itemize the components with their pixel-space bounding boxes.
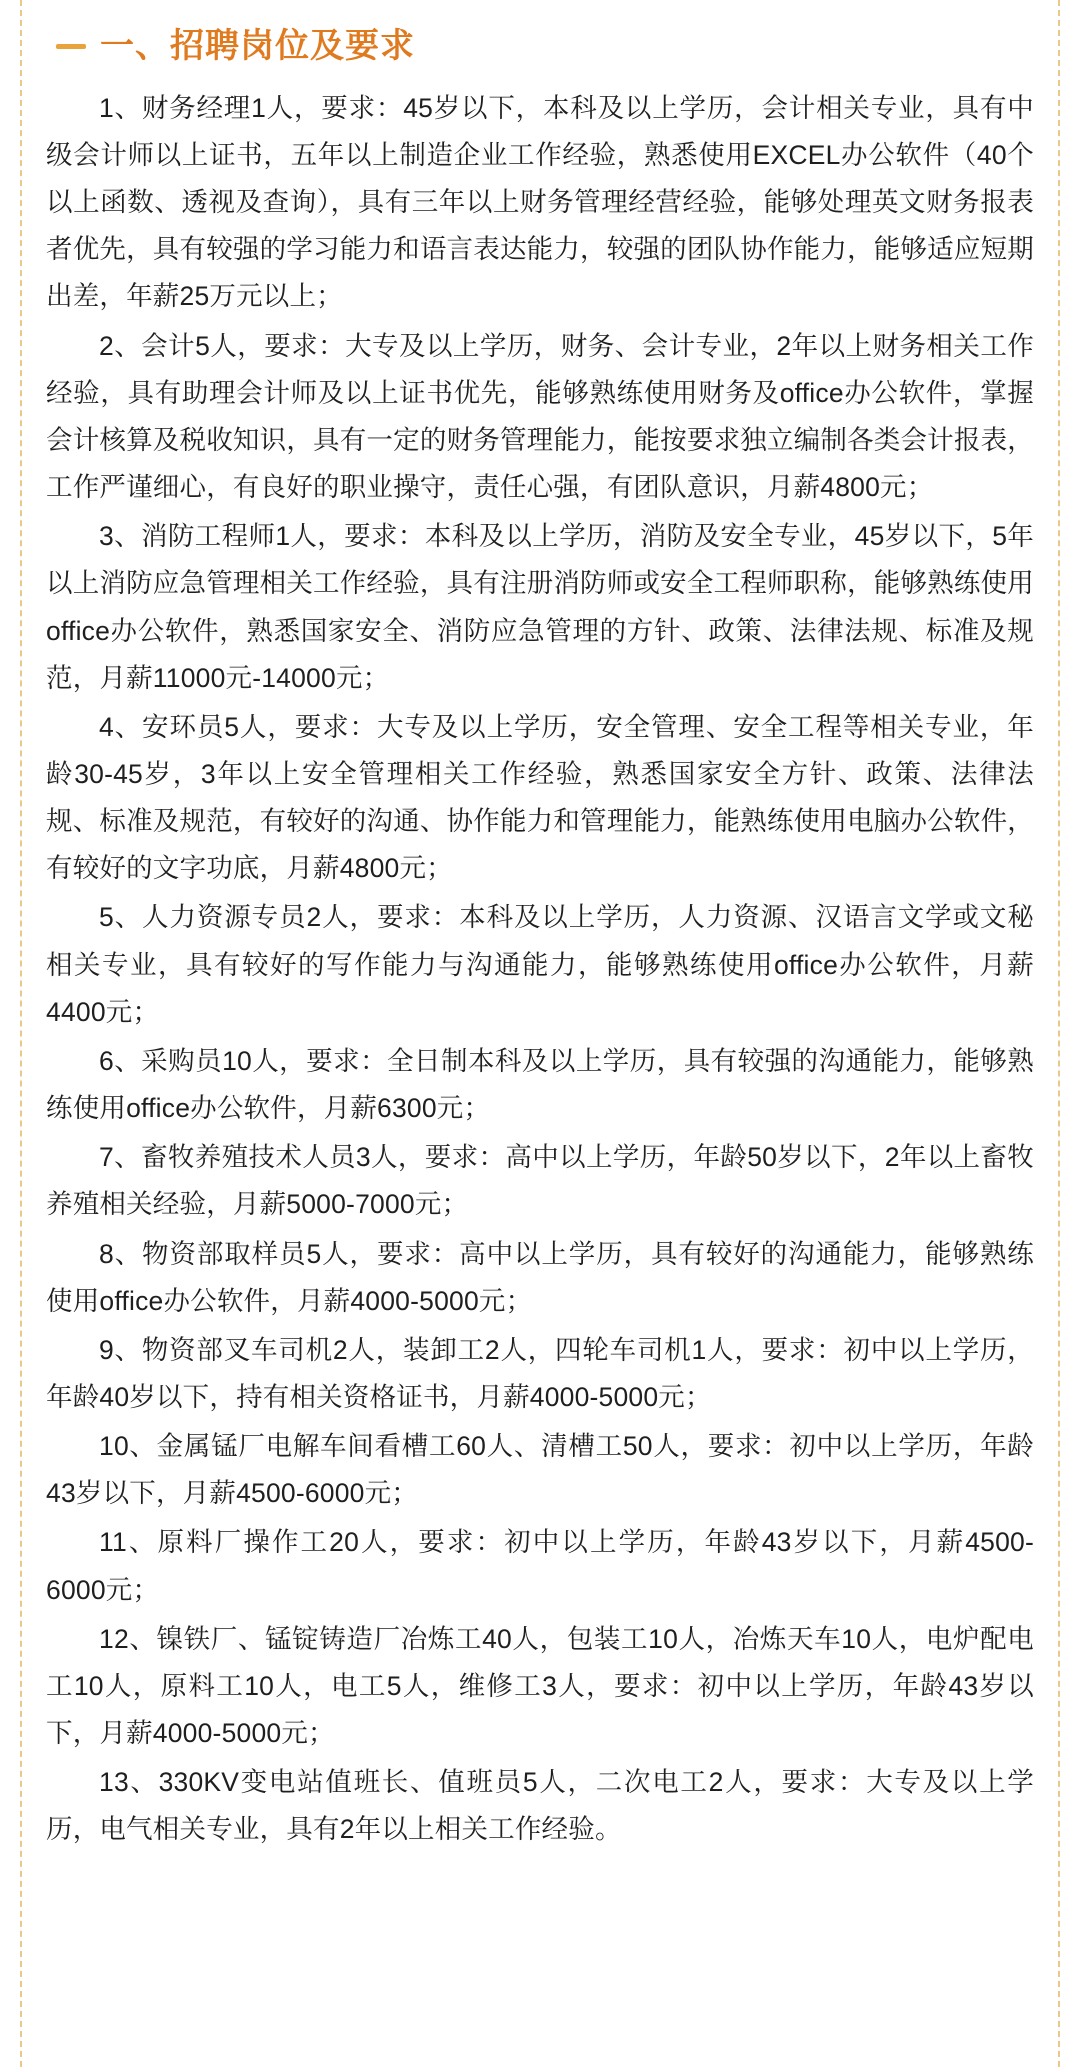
list-item: 7、畜牧养殖技术人员3人，要求：高中以上学历，年龄50岁以下，2年以上畜牧养殖相关经验，月薪5000-7000元； [46,1142,1034,1220]
job-requirements-list [46,85,1034,1854]
list-item: 4、安环员5人，要求：大专及以上学历，安全管理、安全工程等相关专业，年龄30-45岁，3年以上安全管理相关工作经验，熟悉国家安全方针、政策、法律法规、标准及规范，有较好的沟通、协作能力和管理能力，能熟练使用电脑办公软件，有较好的文字功底，月薪4800元； [46,711,1034,884]
list-item: 6、采购员10人，要求：全日制本科及以上学历，具有较强的沟通能力，能够熟练使用office办公软件，月薪6300元； [46,1045,1034,1124]
list-item: 5、人力资源专员2人，要求：本科及以上学历，人力资源、汉语言文学或文秘相关专业，具有较好的写作能力与沟通能力，能够熟练使用office办公软件，月薪4400元； [46,902,1034,1027]
list-item: 1、财务经理1人，要求：45岁以下，本科及以上学历，会计相关专业，具有中级会计师以上证书，五年以上制造企业工作经验，熟悉使用EXCEL办公软件（40个以上函数、透视及查询），具有三年以上财务管理经营经验，能够处理英文财务报表者优先，具有较强的学习能力和语言表达能力，较强的团队协作能力，能够适应短期出差，年薪25万元以上； [46,92,1034,312]
list-item: 12、镍铁厂、锰锭铸造厂冶炼工40人，包装工10人，冶炼天车10人，电炉配电工10人，原料工10人，电工5人，维修工3人，要求：初中以上学历，年龄43岁以下，月薪4000-5000元； [46,1623,1034,1749]
page-title: 一、招聘岗位及要求 [100,27,415,65]
list-item: 8、物资部取样员5人，要求：高中以上学历，具有较好的沟通能力，能够熟练使用office办公软件，月薪4000-5000元； [46,1238,1034,1316]
section-heading [56,26,1034,67]
list-item: 3、消防工程师1人，要求：本科及以上学历，消防及安全专业，45岁以下，5年以上消防应急管理相关工作经验，具有注册消防师或安全工程师职称，能够熟练使用office办公软件，熟悉国家安全、消防应急管理的方针、政策、法律法规、标准及规范，月薪11000元-14000元； [46,521,1034,693]
list-item: 13、330KV变电站值班长、值班员5人，二次电工2人，要求：大专及以上学历，电气相关专业，具有2年以上相关工作经验。 [46,1767,1034,1845]
list-item: 10、金属锰厂电解车间看槽工60人、清槽工50人，要求：初中以上学历，年龄43岁以下，月薪4500-6000元； [46,1431,1034,1509]
list-item: 11、原料厂操作工20人，要求：初中以上学历，年龄43岁以下，月薪4500-6000元； [46,1527,1034,1605]
list-item: 9、物资部叉车司机2人，装卸工2人，四轮车司机1人，要求：初中以上学历，年龄40岁以下，持有相关资格证书，月薪4000-5000元； [46,1334,1034,1413]
list-item: 2、会计5人，要求：大专及以上学历，财务、会计专业，2年以上财务相关工作经验，具有助理会计师及以上证书优先，能够熟练使用财务及office办公软件，掌握会计核算及税收知识，具有一定的财务管理能力，能按要求独立编制各类会计报表，工作严谨细心，有良好的职业操守，责任心强，有团队意识，月薪4800元； [46,330,1034,503]
heading-accent-bar-icon [56,44,86,49]
